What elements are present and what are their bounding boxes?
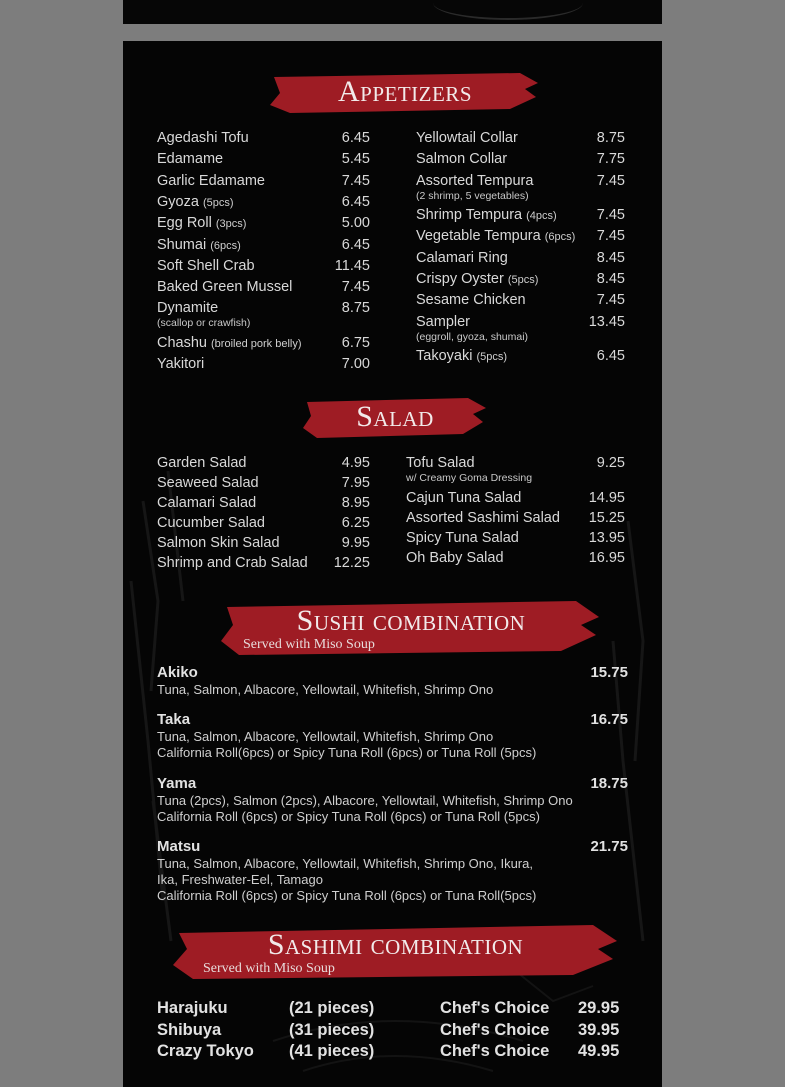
menu-item-name <box>157 356 204 372</box>
previous-page-edge <box>123 0 662 24</box>
sushi-combination-subtitle: Served with Miso Soup <box>243 637 375 652</box>
menu-item-note: (eggroll, gyoza, shumai) <box>416 330 529 343</box>
menu-item-price: 7.45 <box>596 172 625 189</box>
menu-item-price: 7.45 <box>341 279 370 296</box>
menu-item-name <box>157 173 265 189</box>
menu-item-price: 7.45 <box>596 228 625 245</box>
item-name-text: Soft Shell Crab <box>157 257 255 274</box>
sashimi-combination-banner <box>173 921 618 981</box>
menu-item-price: 8.75 <box>341 300 370 317</box>
menu-item-name <box>157 215 246 231</box>
menu-item-name <box>157 151 223 167</box>
salad-banner <box>303 394 487 440</box>
item-name-text: Dynamite <box>157 300 219 317</box>
sashimi-combination-subtitle: Served with Miso Soup <box>203 961 335 976</box>
menu-item-note: w/ Creamy Goma Dressing <box>406 472 533 484</box>
menu-item-price: 5.00 <box>341 215 370 232</box>
sashimi-combo-price: 29.95 <box>578 999 620 1017</box>
item-quantity: (5pcs) <box>476 351 508 364</box>
item-name-text: Salmon Collar <box>416 151 508 168</box>
sushi-combo-description: California Roll (6pcs) or Spicy Tuna Roll (6pcs) or Tuna Roll (5pcs) <box>157 809 540 824</box>
sushi-combo-name: Taka <box>157 711 191 728</box>
sushi-combo-description: Tuna, Salmon, Albacore, Yellowtail, Whitefish, Shrimp Ono <box>157 729 494 744</box>
item-name-text: Cajun Tuna Salad <box>406 489 522 506</box>
sushi-combo-price: 16.75 <box>590 711 628 728</box>
sashimi-combo-price: 49.95 <box>578 1042 620 1060</box>
item-name-text: Sesame Chicken <box>416 292 526 309</box>
sushi-combo-description: California Roll (6pcs) or Spicy Tuna Roll (6pcs) or Tuna Roll(5pcs) <box>157 888 537 903</box>
menu-item-price: 16.95 <box>588 549 625 566</box>
menu-item-name <box>416 228 575 244</box>
sashimi-combo-price: 39.95 <box>578 1020 620 1039</box>
menu-item-name <box>157 194 234 210</box>
sushi-combination-banner <box>221 597 601 657</box>
menu-item-price: 9.95 <box>341 535 370 551</box>
sushi-combo-price: 21.75 <box>590 838 628 855</box>
sashimi-combo-name: Crazy Tokyo <box>157 1042 254 1060</box>
item-name-text: Garlic Edamame <box>157 172 265 189</box>
menu-item-price: 15.25 <box>588 509 625 526</box>
menu-item-price: 8.45 <box>596 271 625 287</box>
decorative-arc <box>433 0 583 20</box>
menu-item-price: 7.95 <box>341 475 370 491</box>
menu-item-name <box>416 292 526 308</box>
menu-item-name <box>157 130 249 146</box>
item-name-text: Agedashi Tofu <box>157 130 249 146</box>
item-quantity: (broiled pork belly) <box>211 337 302 350</box>
menu-page <box>123 41 662 1087</box>
item-name-text: Edamame <box>157 151 224 168</box>
sashimi-combo-choice: Chef's Choice <box>440 1020 550 1039</box>
item-name-text: Salmon Skin Salad <box>157 535 280 551</box>
item-name-text: Cucumber Salad <box>157 515 265 531</box>
sushi-combo-description: Ika, Freshwater-Eel, Tamago <box>157 872 323 887</box>
menu-item-name <box>157 258 255 274</box>
menu-item-name <box>406 550 504 566</box>
menu-item-price: 6.45 <box>596 348 625 365</box>
item-name-text: Oh Baby Salad <box>406 549 504 566</box>
item-name-text: Shumai <box>157 236 207 253</box>
sushi-combo-description: Tuna, Salmon, Albacore, Yellowtail, Whitefish, Shrimp Ono <box>157 682 494 697</box>
item-quantity: (6pcs) <box>544 231 576 244</box>
sashimi-combo-pieces: (21 pieces) <box>289 999 375 1017</box>
sashimi-combination-title: Sashimi combination <box>267 928 524 961</box>
menu-item-price: 6.25 <box>341 515 370 531</box>
menu-item-name <box>157 555 308 571</box>
sushi-combo-description: Tuna (2pcs), Salmon (2pcs), Albacore, Yellowtail, Whitefish, Shrimp Ono <box>157 793 573 808</box>
item-name-text: Assorted Sashimi Salad <box>406 509 560 526</box>
sashimi-combo-name: Shibuya <box>157 1020 222 1039</box>
item-name-text: Takoyaki <box>416 348 473 365</box>
menu-item-name <box>416 207 557 223</box>
appetizers-title: Appetizers <box>337 75 472 108</box>
menu-item-price: 13.95 <box>588 529 625 546</box>
menu-item-price: 7.45 <box>596 292 625 309</box>
menu-item-price: 5.45 <box>341 151 370 168</box>
sushi-combo-name: Matsu <box>157 838 201 855</box>
item-name-text: Egg Roll <box>157 215 212 232</box>
sushi-combination-title: Sushi combination <box>296 604 526 637</box>
menu-item-name <box>406 530 519 546</box>
menu-item-name <box>416 250 508 266</box>
item-quantity: (5pcs) <box>507 274 539 286</box>
menu-item-price: 7.45 <box>596 207 625 224</box>
sashimi-combo-choice: Chef's Choice <box>440 999 550 1017</box>
sushi-combo-description: Tuna, Salmon, Albacore, Yellowtail, Whitefish, Shrimp Ono, Ikura, <box>157 856 533 871</box>
menu-item-price: 7.00 <box>341 356 370 373</box>
sashimi-combo-pieces: (41 pieces) <box>289 1042 375 1060</box>
menu-item-name <box>416 173 533 189</box>
menu-item-name <box>406 490 521 506</box>
menu-item-note: (2 shrimp, 5 vegetables) <box>416 189 529 202</box>
menu-item-name <box>157 495 256 511</box>
menu-item-price: 4.95 <box>341 455 370 471</box>
menu-item-name <box>157 237 241 253</box>
menu-item-name <box>416 271 538 287</box>
item-quantity: (5pcs) <box>202 196 234 209</box>
sashimi-combo-name: Harajuku <box>157 999 228 1017</box>
item-name-text: Calamari Ring <box>416 249 508 266</box>
item-name-text: Baked Green Mussel <box>157 279 293 296</box>
menu-item-name <box>157 515 265 531</box>
item-quantity: (4pcs) <box>526 210 557 223</box>
menu-item-price: 9.25 <box>596 455 625 471</box>
menu-item-name <box>157 455 246 471</box>
menu-item-price: 6.45 <box>341 193 370 210</box>
menu-item-name <box>416 314 470 330</box>
menu-item-name <box>416 151 507 167</box>
item-name-text: Shrimp and Crab Salad <box>157 555 308 571</box>
menu-item-name <box>406 455 475 471</box>
menu-item-price: 12.25 <box>333 555 370 571</box>
menu-item-price: 7.75 <box>596 151 625 168</box>
sushi-combo-price: 15.75 <box>590 664 628 681</box>
item-name-text: Tofu Salad <box>406 455 475 471</box>
item-name-text: Yakitori <box>157 356 205 373</box>
menu-item-name <box>416 130 518 146</box>
menu-item-price: 6.45 <box>341 130 370 146</box>
item-name-text: Seaweed Salad <box>157 475 259 491</box>
appetizers-banner <box>270 69 540 115</box>
menu-item-name <box>157 335 302 351</box>
item-quantity: (6pcs) <box>210 239 241 252</box>
item-name-text: Yellowtail Collar <box>416 130 518 146</box>
item-name-text: Calamari Salad <box>157 495 257 511</box>
menu-item-name <box>157 300 218 316</box>
menu-item-name <box>416 348 507 364</box>
menu-item-price: 6.45 <box>341 236 370 253</box>
menu-item-name <box>157 475 259 491</box>
item-name-text: Garden Salad <box>157 455 247 471</box>
sashimi-combo-pieces: (31 pieces) <box>289 1020 375 1039</box>
item-name-text: Gyoza <box>157 193 199 210</box>
sushi-combo-name: Akiko <box>157 664 198 681</box>
item-quantity: (3pcs) <box>215 218 247 231</box>
item-name-text: Sampler <box>416 313 470 330</box>
menu-item-price: 8.75 <box>596 130 625 146</box>
menu-item-price: 11.45 <box>334 257 370 274</box>
salad-title: Salad <box>356 400 434 433</box>
item-name-text: Assorted Tempura <box>416 172 534 189</box>
menu-item-name <box>157 279 292 295</box>
item-name-text: Spicy Tuna Salad <box>406 529 519 546</box>
sushi-combo-description: California Roll(6pcs) or Spicy Tuna Roll (6pcs) or Tuna Roll (5pcs) <box>157 745 537 760</box>
sushi-combo-name: Yama <box>157 775 197 792</box>
item-name-text: Shrimp Tempura <box>416 207 523 224</box>
menu-item-name <box>157 535 280 551</box>
sushi-combo-price: 18.75 <box>590 775 628 792</box>
menu-item-price: 13.45 <box>588 313 625 330</box>
menu-item-price: 7.45 <box>341 172 370 189</box>
menu-item-note: (scallop or crawfish) <box>157 317 251 330</box>
menu-item-price: 8.95 <box>341 495 370 511</box>
menu-item-price: 8.45 <box>596 249 625 266</box>
item-name-text: Chashu <box>157 334 207 351</box>
item-name-text: Crispy Oyster <box>416 271 504 287</box>
sashimi-combo-choice: Chef's Choice <box>440 1042 550 1060</box>
item-name-text: Vegetable Tempura <box>416 228 541 245</box>
menu-item-name <box>406 510 560 526</box>
menu-item-price: 6.75 <box>341 334 370 351</box>
menu-item-price: 14.95 <box>588 489 625 506</box>
